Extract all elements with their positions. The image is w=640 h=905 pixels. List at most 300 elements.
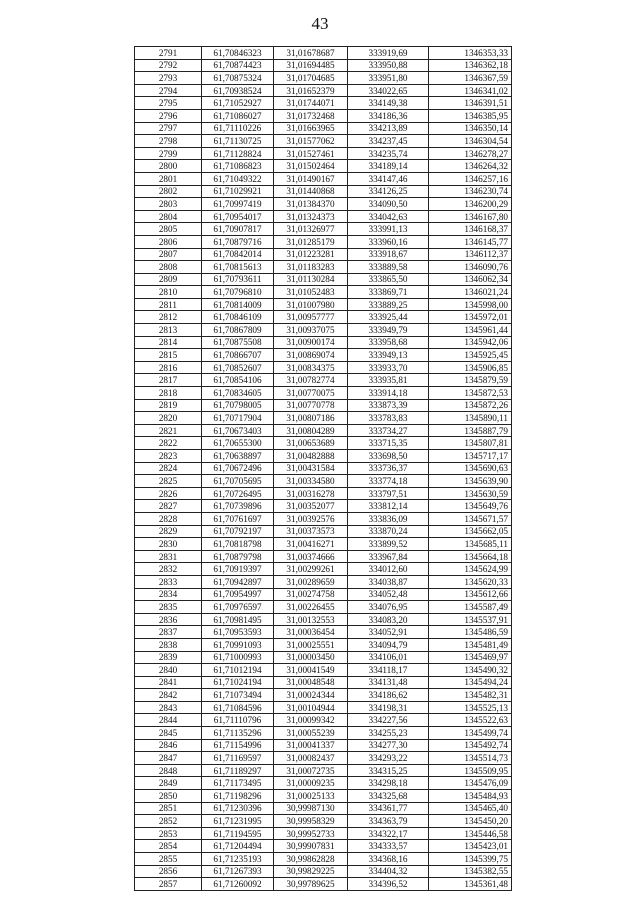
coord-y-cell: 1346304,54 [429, 135, 512, 148]
longitude-cell: 31,00055239 [274, 727, 348, 740]
point-number-cell: 2845 [135, 727, 202, 740]
point-number-cell: 2850 [135, 790, 202, 803]
table-row [135, 298, 512, 311]
coord-x-cell: 333899,52 [348, 538, 429, 551]
latitude-cell: 61,71198296 [202, 790, 274, 803]
coord-y-cell: 1345890,11 [429, 412, 512, 425]
coord-x-cell: 334404,32 [348, 865, 429, 878]
coord-y-cell: 1346145,77 [429, 235, 512, 248]
table-row [135, 387, 512, 400]
table-row [135, 575, 512, 588]
latitude-cell: 61,70938524 [202, 84, 274, 97]
table-row [135, 59, 512, 72]
latitude-cell: 61,71086823 [202, 160, 274, 173]
coord-y-cell: 1345361,48 [429, 878, 512, 891]
coord-y-cell: 1345972,01 [429, 311, 512, 324]
longitude-cell: 31,00036454 [274, 626, 348, 639]
coord-y-cell: 1346353,33 [429, 47, 512, 60]
point-number-cell: 2808 [135, 261, 202, 274]
point-number-cell: 2802 [135, 185, 202, 198]
longitude-cell: 31,00782774 [274, 374, 348, 387]
longitude-cell: 31,00009235 [274, 777, 348, 790]
coord-x-cell: 334396,52 [348, 878, 429, 891]
longitude-cell: 31,00900174 [274, 336, 348, 349]
table-row [135, 135, 512, 148]
coord-y-cell: 1345624,99 [429, 563, 512, 576]
latitude-cell: 61,70953593 [202, 626, 274, 639]
table-row [135, 97, 512, 110]
coord-x-cell: 333949,13 [348, 349, 429, 362]
longitude-cell: 31,00373573 [274, 525, 348, 538]
point-number-cell: 2795 [135, 97, 202, 110]
table-row [135, 349, 512, 362]
table-row [135, 235, 512, 248]
point-number-cell: 2816 [135, 361, 202, 374]
latitude-cell: 61,70997419 [202, 198, 274, 211]
longitude-cell: 31,01490167 [274, 172, 348, 185]
table-row [135, 261, 512, 274]
point-number-cell: 2793 [135, 72, 202, 85]
longitude-cell: 31,01704685 [274, 72, 348, 85]
longitude-cell: 31,01223281 [274, 248, 348, 261]
coord-x-cell: 334235,74 [348, 147, 429, 160]
coord-y-cell: 1345925,45 [429, 349, 512, 362]
coord-x-cell: 334090,50 [348, 198, 429, 211]
latitude-cell: 61,70638897 [202, 450, 274, 463]
coord-x-cell: 333873,39 [348, 399, 429, 412]
longitude-cell: 31,00132553 [274, 613, 348, 626]
latitude-cell: 61,70834605 [202, 387, 274, 400]
table-row [135, 437, 512, 450]
coord-x-cell: 334076,95 [348, 601, 429, 614]
latitude-cell: 61,70976597 [202, 601, 274, 614]
latitude-cell: 61,70792197 [202, 525, 274, 538]
point-number-cell: 2811 [135, 298, 202, 311]
table-row [135, 223, 512, 236]
point-number-cell: 2807 [135, 248, 202, 261]
latitude-cell: 61,70846323 [202, 47, 274, 60]
latitude-cell: 61,70854106 [202, 374, 274, 387]
point-number-cell: 2812 [135, 311, 202, 324]
table-row [135, 109, 512, 122]
table-row [135, 550, 512, 563]
point-number-cell: 2830 [135, 538, 202, 551]
longitude-cell: 31,00374666 [274, 550, 348, 563]
table-row [135, 450, 512, 463]
coord-x-cell: 333925,44 [348, 311, 429, 324]
longitude-cell: 31,00334580 [274, 475, 348, 488]
longitude-cell: 30,99829225 [274, 865, 348, 878]
coord-x-cell: 334147,46 [348, 172, 429, 185]
coord-y-cell: 1345639,90 [429, 475, 512, 488]
table-row [135, 802, 512, 815]
longitude-cell: 31,00352077 [274, 500, 348, 513]
coord-y-cell: 1345382,55 [429, 865, 512, 878]
longitude-cell: 31,00082437 [274, 752, 348, 765]
table-row [135, 47, 512, 60]
coord-x-cell: 334022,65 [348, 84, 429, 97]
point-number-cell: 2797 [135, 122, 202, 135]
table-row [135, 689, 512, 702]
longitude-cell: 31,00834375 [274, 361, 348, 374]
table-row [135, 198, 512, 211]
table-row [135, 336, 512, 349]
point-number-cell: 2848 [135, 764, 202, 777]
longitude-cell: 31,01326977 [274, 223, 348, 236]
coord-y-cell: 1345587,49 [429, 601, 512, 614]
table-row [135, 399, 512, 412]
longitude-cell: 31,01694485 [274, 59, 348, 72]
coord-x-cell: 333698,50 [348, 450, 429, 463]
point-number-cell: 2819 [135, 399, 202, 412]
latitude-cell: 61,70761697 [202, 512, 274, 525]
point-number-cell: 2849 [135, 777, 202, 790]
coord-x-cell: 334322,17 [348, 827, 429, 840]
coord-x-cell: 334237,45 [348, 135, 429, 148]
coord-y-cell: 1345961,44 [429, 324, 512, 337]
point-number-cell: 2834 [135, 588, 202, 601]
point-number-cell: 2857 [135, 878, 202, 891]
table-row [135, 727, 512, 740]
longitude-cell: 31,01384370 [274, 198, 348, 211]
coord-x-cell: 334325,68 [348, 790, 429, 803]
point-number-cell: 2833 [135, 575, 202, 588]
latitude-cell: 61,70842014 [202, 248, 274, 261]
latitude-cell: 61,71173495 [202, 777, 274, 790]
point-number-cell: 2792 [135, 59, 202, 72]
coord-x-cell: 334315,25 [348, 764, 429, 777]
table-row [135, 840, 512, 853]
coord-x-cell: 333914,18 [348, 387, 429, 400]
latitude-cell: 61,71169597 [202, 752, 274, 765]
table-row [135, 790, 512, 803]
coord-y-cell: 1345872,53 [429, 387, 512, 400]
coord-y-cell: 1345476,09 [429, 777, 512, 790]
table-row [135, 664, 512, 677]
latitude-cell: 61,70879716 [202, 235, 274, 248]
coord-x-cell: 333870,24 [348, 525, 429, 538]
coord-x-cell: 333736,37 [348, 462, 429, 475]
table-row [135, 122, 512, 135]
longitude-cell: 31,01527461 [274, 147, 348, 160]
coord-x-cell: 334012,60 [348, 563, 429, 576]
longitude-cell: 31,00316278 [274, 487, 348, 500]
coordinates-table [134, 46, 512, 891]
coord-y-cell: 1345499,74 [429, 727, 512, 740]
table-row [135, 424, 512, 437]
longitude-cell: 31,00957777 [274, 311, 348, 324]
longitude-cell: 31,00807186 [274, 412, 348, 425]
point-number-cell: 2813 [135, 324, 202, 337]
coord-y-cell: 1345494,24 [429, 676, 512, 689]
coord-y-cell: 1345887,79 [429, 424, 512, 437]
latitude-cell: 61,71204494 [202, 840, 274, 853]
longitude-cell: 30,99958329 [274, 815, 348, 828]
longitude-cell: 31,01577062 [274, 135, 348, 148]
coord-y-cell: 1345399,75 [429, 853, 512, 866]
point-number-cell: 2822 [135, 437, 202, 450]
point-number-cell: 2810 [135, 286, 202, 299]
coord-x-cell: 333949,79 [348, 324, 429, 337]
latitude-cell: 61,70672496 [202, 462, 274, 475]
point-number-cell: 2827 [135, 500, 202, 513]
coord-x-cell: 333797,51 [348, 487, 429, 500]
coord-x-cell: 333812,14 [348, 500, 429, 513]
latitude-cell: 61,71024194 [202, 676, 274, 689]
longitude-cell: 30,99907831 [274, 840, 348, 853]
coord-y-cell: 1346230,74 [429, 185, 512, 198]
coord-y-cell: 1345942,06 [429, 336, 512, 349]
latitude-cell: 61,71230396 [202, 802, 274, 815]
coord-y-cell: 1346021,24 [429, 286, 512, 299]
point-number-cell: 2814 [135, 336, 202, 349]
longitude-cell: 31,00003450 [274, 651, 348, 664]
coord-y-cell: 1345509,95 [429, 764, 512, 777]
latitude-cell: 61,70655300 [202, 437, 274, 450]
point-number-cell: 2798 [135, 135, 202, 148]
point-number-cell: 2856 [135, 865, 202, 878]
point-number-cell: 2821 [135, 424, 202, 437]
coord-y-cell: 1345630,59 [429, 487, 512, 500]
coord-x-cell: 334052,91 [348, 626, 429, 639]
coord-x-cell: 334255,23 [348, 727, 429, 740]
coord-x-cell: 334298,18 [348, 777, 429, 790]
coord-y-cell: 1345807,81 [429, 437, 512, 450]
coord-y-cell: 1346385,95 [429, 109, 512, 122]
coord-x-cell: 333869,71 [348, 286, 429, 299]
latitude-cell: 61,70866707 [202, 349, 274, 362]
table-row [135, 563, 512, 576]
point-number-cell: 2825 [135, 475, 202, 488]
table-row [135, 853, 512, 866]
point-number-cell: 2851 [135, 802, 202, 815]
coord-x-cell: 334198,31 [348, 701, 429, 714]
latitude-cell: 61,70954997 [202, 588, 274, 601]
coord-x-cell: 334118,17 [348, 664, 429, 677]
coord-x-cell: 333783,83 [348, 412, 429, 425]
table-row [135, 764, 512, 777]
table-row [135, 324, 512, 337]
coord-y-cell: 1345450,20 [429, 815, 512, 828]
coord-y-cell: 1346341,02 [429, 84, 512, 97]
coord-x-cell: 333734,27 [348, 424, 429, 437]
coord-x-cell: 333918,67 [348, 248, 429, 261]
coord-x-cell: 333889,58 [348, 261, 429, 274]
latitude-cell: 61,70852607 [202, 361, 274, 374]
point-number-cell: 2824 [135, 462, 202, 475]
coord-y-cell: 1346391,51 [429, 97, 512, 110]
longitude-cell: 31,01652379 [274, 84, 348, 97]
latitude-cell: 61,71189297 [202, 764, 274, 777]
longitude-cell: 31,00099342 [274, 714, 348, 727]
coord-x-cell: 333774,18 [348, 475, 429, 488]
table-row [135, 626, 512, 639]
latitude-cell: 61,70942897 [202, 575, 274, 588]
longitude-cell: 31,00025551 [274, 638, 348, 651]
coord-y-cell: 1345446,58 [429, 827, 512, 840]
table-row [135, 273, 512, 286]
longitude-cell: 30,99789625 [274, 878, 348, 891]
coord-x-cell: 333935,81 [348, 374, 429, 387]
point-number-cell: 2823 [135, 450, 202, 463]
longitude-cell: 31,00416271 [274, 538, 348, 551]
table-row [135, 462, 512, 475]
latitude-cell: 61,70726495 [202, 487, 274, 500]
point-number-cell: 2804 [135, 210, 202, 223]
point-number-cell: 2840 [135, 664, 202, 677]
longitude-cell: 31,00024344 [274, 689, 348, 702]
coord-x-cell: 334126,25 [348, 185, 429, 198]
latitude-cell: 61,70796810 [202, 286, 274, 299]
longitude-cell: 31,00274758 [274, 588, 348, 601]
coord-x-cell: 334042,63 [348, 210, 429, 223]
latitude-cell: 61,70846109 [202, 311, 274, 324]
coord-y-cell: 1346350,14 [429, 122, 512, 135]
coord-y-cell: 1345492,74 [429, 739, 512, 752]
latitude-cell: 61,71012194 [202, 664, 274, 677]
point-number-cell: 2837 [135, 626, 202, 639]
table-row [135, 714, 512, 727]
longitude-cell: 31,00431584 [274, 462, 348, 475]
coord-y-cell: 1345612,66 [429, 588, 512, 601]
point-number-cell: 2791 [135, 47, 202, 60]
point-number-cell: 2818 [135, 387, 202, 400]
longitude-cell: 31,01502464 [274, 160, 348, 173]
latitude-cell: 61,71084596 [202, 701, 274, 714]
table-row [135, 84, 512, 97]
point-number-cell: 2799 [135, 147, 202, 160]
coord-x-cell: 334038,87 [348, 575, 429, 588]
latitude-cell: 61,70874423 [202, 59, 274, 72]
point-number-cell: 2836 [135, 613, 202, 626]
table-row [135, 185, 512, 198]
coord-x-cell: 334052,48 [348, 588, 429, 601]
point-number-cell: 2801 [135, 172, 202, 185]
point-number-cell: 2847 [135, 752, 202, 765]
coord-y-cell: 1345879,59 [429, 374, 512, 387]
latitude-cell: 61,70954017 [202, 210, 274, 223]
longitude-cell: 31,01663965 [274, 122, 348, 135]
point-number-cell: 2820 [135, 412, 202, 425]
longitude-cell: 31,00299261 [274, 563, 348, 576]
coord-x-cell: 333919,69 [348, 47, 429, 60]
coord-x-cell: 333933,70 [348, 361, 429, 374]
point-number-cell: 2826 [135, 487, 202, 500]
latitude-cell: 61,70814009 [202, 298, 274, 311]
latitude-cell: 61,70793611 [202, 273, 274, 286]
coordinates-table-body [135, 47, 512, 891]
point-number-cell: 2800 [135, 160, 202, 173]
coord-x-cell: 334363,79 [348, 815, 429, 828]
table-row [135, 512, 512, 525]
table-row [135, 739, 512, 752]
table-row [135, 210, 512, 223]
coord-y-cell: 1346200,29 [429, 198, 512, 211]
coord-x-cell: 334189,14 [348, 160, 429, 173]
coord-x-cell: 333967,84 [348, 550, 429, 563]
coord-x-cell: 333958,68 [348, 336, 429, 349]
coord-y-cell: 1345469,97 [429, 651, 512, 664]
coord-y-cell: 1346090,76 [429, 261, 512, 274]
longitude-cell: 31,01732468 [274, 109, 348, 122]
longitude-cell: 31,01285179 [274, 235, 348, 248]
point-number-cell: 2854 [135, 840, 202, 853]
coord-y-cell: 1346257,16 [429, 172, 512, 185]
table-row [135, 248, 512, 261]
point-number-cell: 2855 [135, 853, 202, 866]
longitude-cell: 31,00392576 [274, 512, 348, 525]
point-number-cell: 2852 [135, 815, 202, 828]
latitude-cell: 61,71235193 [202, 853, 274, 866]
point-number-cell: 2853 [135, 827, 202, 840]
page-number: 43 [311, 14, 329, 33]
coord-y-cell: 1345664,18 [429, 550, 512, 563]
table-row [135, 361, 512, 374]
coord-y-cell: 1346112,37 [429, 248, 512, 261]
coord-y-cell: 1345872,26 [429, 399, 512, 412]
longitude-cell: 31,01440868 [274, 185, 348, 198]
coord-y-cell: 1345525,13 [429, 701, 512, 714]
coord-y-cell: 1346062,34 [429, 273, 512, 286]
table-row [135, 651, 512, 664]
point-number-cell: 2843 [135, 701, 202, 714]
longitude-cell: 31,00653689 [274, 437, 348, 450]
coord-x-cell: 334131,48 [348, 676, 429, 689]
coord-y-cell: 1345482,31 [429, 689, 512, 702]
coord-y-cell: 1345514,73 [429, 752, 512, 765]
latitude-cell: 61,70717904 [202, 412, 274, 425]
coord-y-cell: 1345490,32 [429, 664, 512, 677]
point-number-cell: 2842 [135, 689, 202, 702]
coord-y-cell: 1346278,27 [429, 147, 512, 160]
latitude-cell: 61,71194595 [202, 827, 274, 840]
coord-x-cell: 334083,20 [348, 613, 429, 626]
coord-y-cell: 1345717,17 [429, 450, 512, 463]
coord-x-cell: 334213,89 [348, 122, 429, 135]
longitude-cell: 31,01324373 [274, 210, 348, 223]
coord-x-cell: 334149,38 [348, 97, 429, 110]
table-row [135, 538, 512, 551]
coord-x-cell: 334106,01 [348, 651, 429, 664]
coord-y-cell: 1346167,80 [429, 210, 512, 223]
latitude-cell: 61,71086027 [202, 109, 274, 122]
latitude-cell: 61,70875508 [202, 336, 274, 349]
coord-x-cell: 334186,62 [348, 689, 429, 702]
coord-y-cell: 1345620,33 [429, 575, 512, 588]
latitude-cell: 61,71135296 [202, 727, 274, 740]
point-number-cell: 2831 [135, 550, 202, 563]
latitude-cell: 61,70875324 [202, 72, 274, 85]
latitude-cell: 61,70919397 [202, 563, 274, 576]
longitude-cell: 31,00072735 [274, 764, 348, 777]
latitude-cell: 61,71073494 [202, 689, 274, 702]
longitude-cell: 31,00482888 [274, 450, 348, 463]
longitude-cell: 31,01130284 [274, 273, 348, 286]
coord-y-cell: 1346168,37 [429, 223, 512, 236]
longitude-cell: 31,00937075 [274, 324, 348, 337]
point-number-cell: 2805 [135, 223, 202, 236]
coord-y-cell: 1345423,01 [429, 840, 512, 853]
longitude-cell: 30,99952733 [274, 827, 348, 840]
longitude-cell: 31,00770075 [274, 387, 348, 400]
table-row [135, 827, 512, 840]
latitude-cell: 61,71110796 [202, 714, 274, 727]
point-number-cell: 2844 [135, 714, 202, 727]
coord-y-cell: 1345522,63 [429, 714, 512, 727]
coord-y-cell: 1346362,18 [429, 59, 512, 72]
point-number-cell: 2815 [135, 349, 202, 362]
latitude-cell: 61,70815613 [202, 261, 274, 274]
